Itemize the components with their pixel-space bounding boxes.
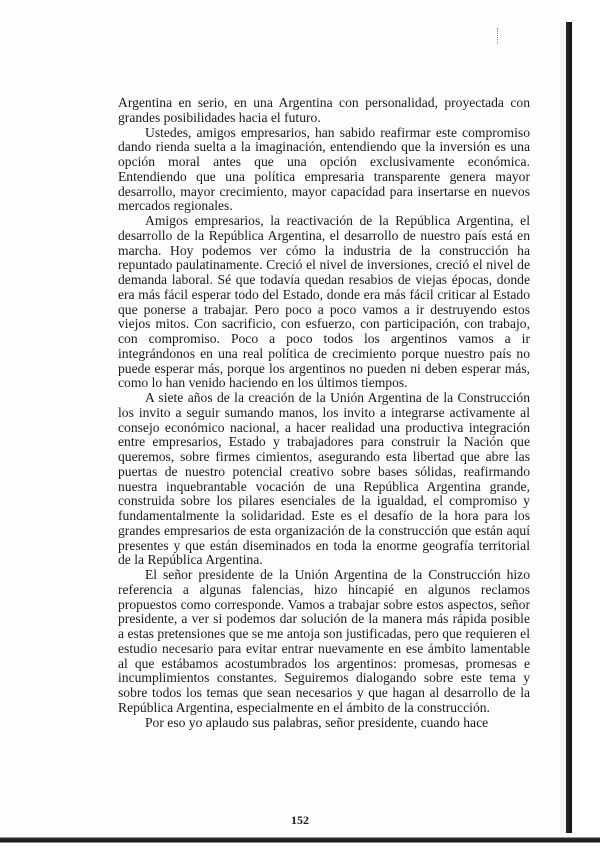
paragraph: Ustedes, amigos empresarios, han sabido reafirmar este compromiso dando rienda suelta a la imaginación, entendiendo que la inversión es una opción moral antes que una opción exclusivamente económica. Entendiendo que una política empresaria transparente genera mayor desarrollo, mayor crecimiento, mayor capacidad para insertarse en nuevos mercados regionales. — [118, 124, 530, 214]
scan-edge-right — [560, 0, 600, 849]
paragraph-continuation: Argentina en serio, en una Argentina con personalidad, proyectada con grandes posibilidades hacia el futuro. — [118, 95, 530, 125]
paragraph: A siete años de la creación de la Unión Argentina de la Construcción los invito a seguir sumando manos, los invito a integrarse activamente al consejo económico nacional, a hacer realidad una productiva integración entre empresarios, Estado y trabajadores para construir la Nación que queremos, sobre firmes cimientos, asegurando esta libertad que abre las puertas de nuestro potencial creativo sobre bases sólidas, reafirmando nuestra inquebrantable vocación de una República Argentina grande, construida sobre los pilares esenciales de la igualdad, el compromiso y fundamentalmente la solidaridad. Este es el desafío de la hora para los grandes empresarios de esta organización de la construcción que están aquí presentes y que están diseminados en toda la enorme geografía territorial de la República Argentina. — [118, 390, 530, 568]
scan-mark — [497, 28, 499, 44]
paragraph: Amigos empresarios, la reactivación de la República Argentina, el desarrollo de la República Argentina, el desarrollo de nuestro país está en marcha. Hoy podemos ver cómo la industria de la construcción ha repuntado paulatinamente. Creció el nivel de inversiones, creció el nivel de demanda laboral. Sé que todavía quedan resabios de viejas épocas, donde era más fácil esperar todo del Estado, donde era más fácil criticar al Estado que ponerse a trabajar. Pero poco a poco vamos a ir destruyendo estos viejos mitos. Con sacrificio, con esfuerzo, con participación, con trabajo, con compromiso. Poco a poco todos los argentinos vamos a ir integrándonos en una real política de crecimiento porque nuestro país no puede esperar más, porque los argentinos no pueden ni deben esperar más, como lo han venido haciendo en los últimos tiempos. — [118, 213, 530, 391]
body-text — [118, 96, 530, 730]
scan-edge-bottom — [0, 833, 600, 849]
paragraph: El señor presidente de la Unión Argentina de la Construcción hizo referencia a algunas falencias, hizo hincapié en algunos reclamos propuestos como corresponde. Vamos a trabajar sobre estos aspectos, señor presidente, a ver si podemos dar solución de la manera más rápida posible a estas pretensiones que se me antoja son justificadas, pero que requieren el estudio necesario para evitar entrar nuevamente en ese ámbito lamentable al que estábamos acostumbrados los argentinos: promesas, promesas e incumplimientos constantes. Seguiremos dialogando sobre este tema y sobre todos los temas que sean necesarios y que hagan al desarrollo de la República Argentina, especialmente en el ámbito de la construcción. — [118, 567, 530, 715]
page-number: 152 — [291, 813, 309, 827]
scan-edge-right-top — [560, 0, 600, 22]
paragraph: Por eso yo aplaudo sus palabras, señor presidente, cuando hace — [145, 714, 489, 730]
